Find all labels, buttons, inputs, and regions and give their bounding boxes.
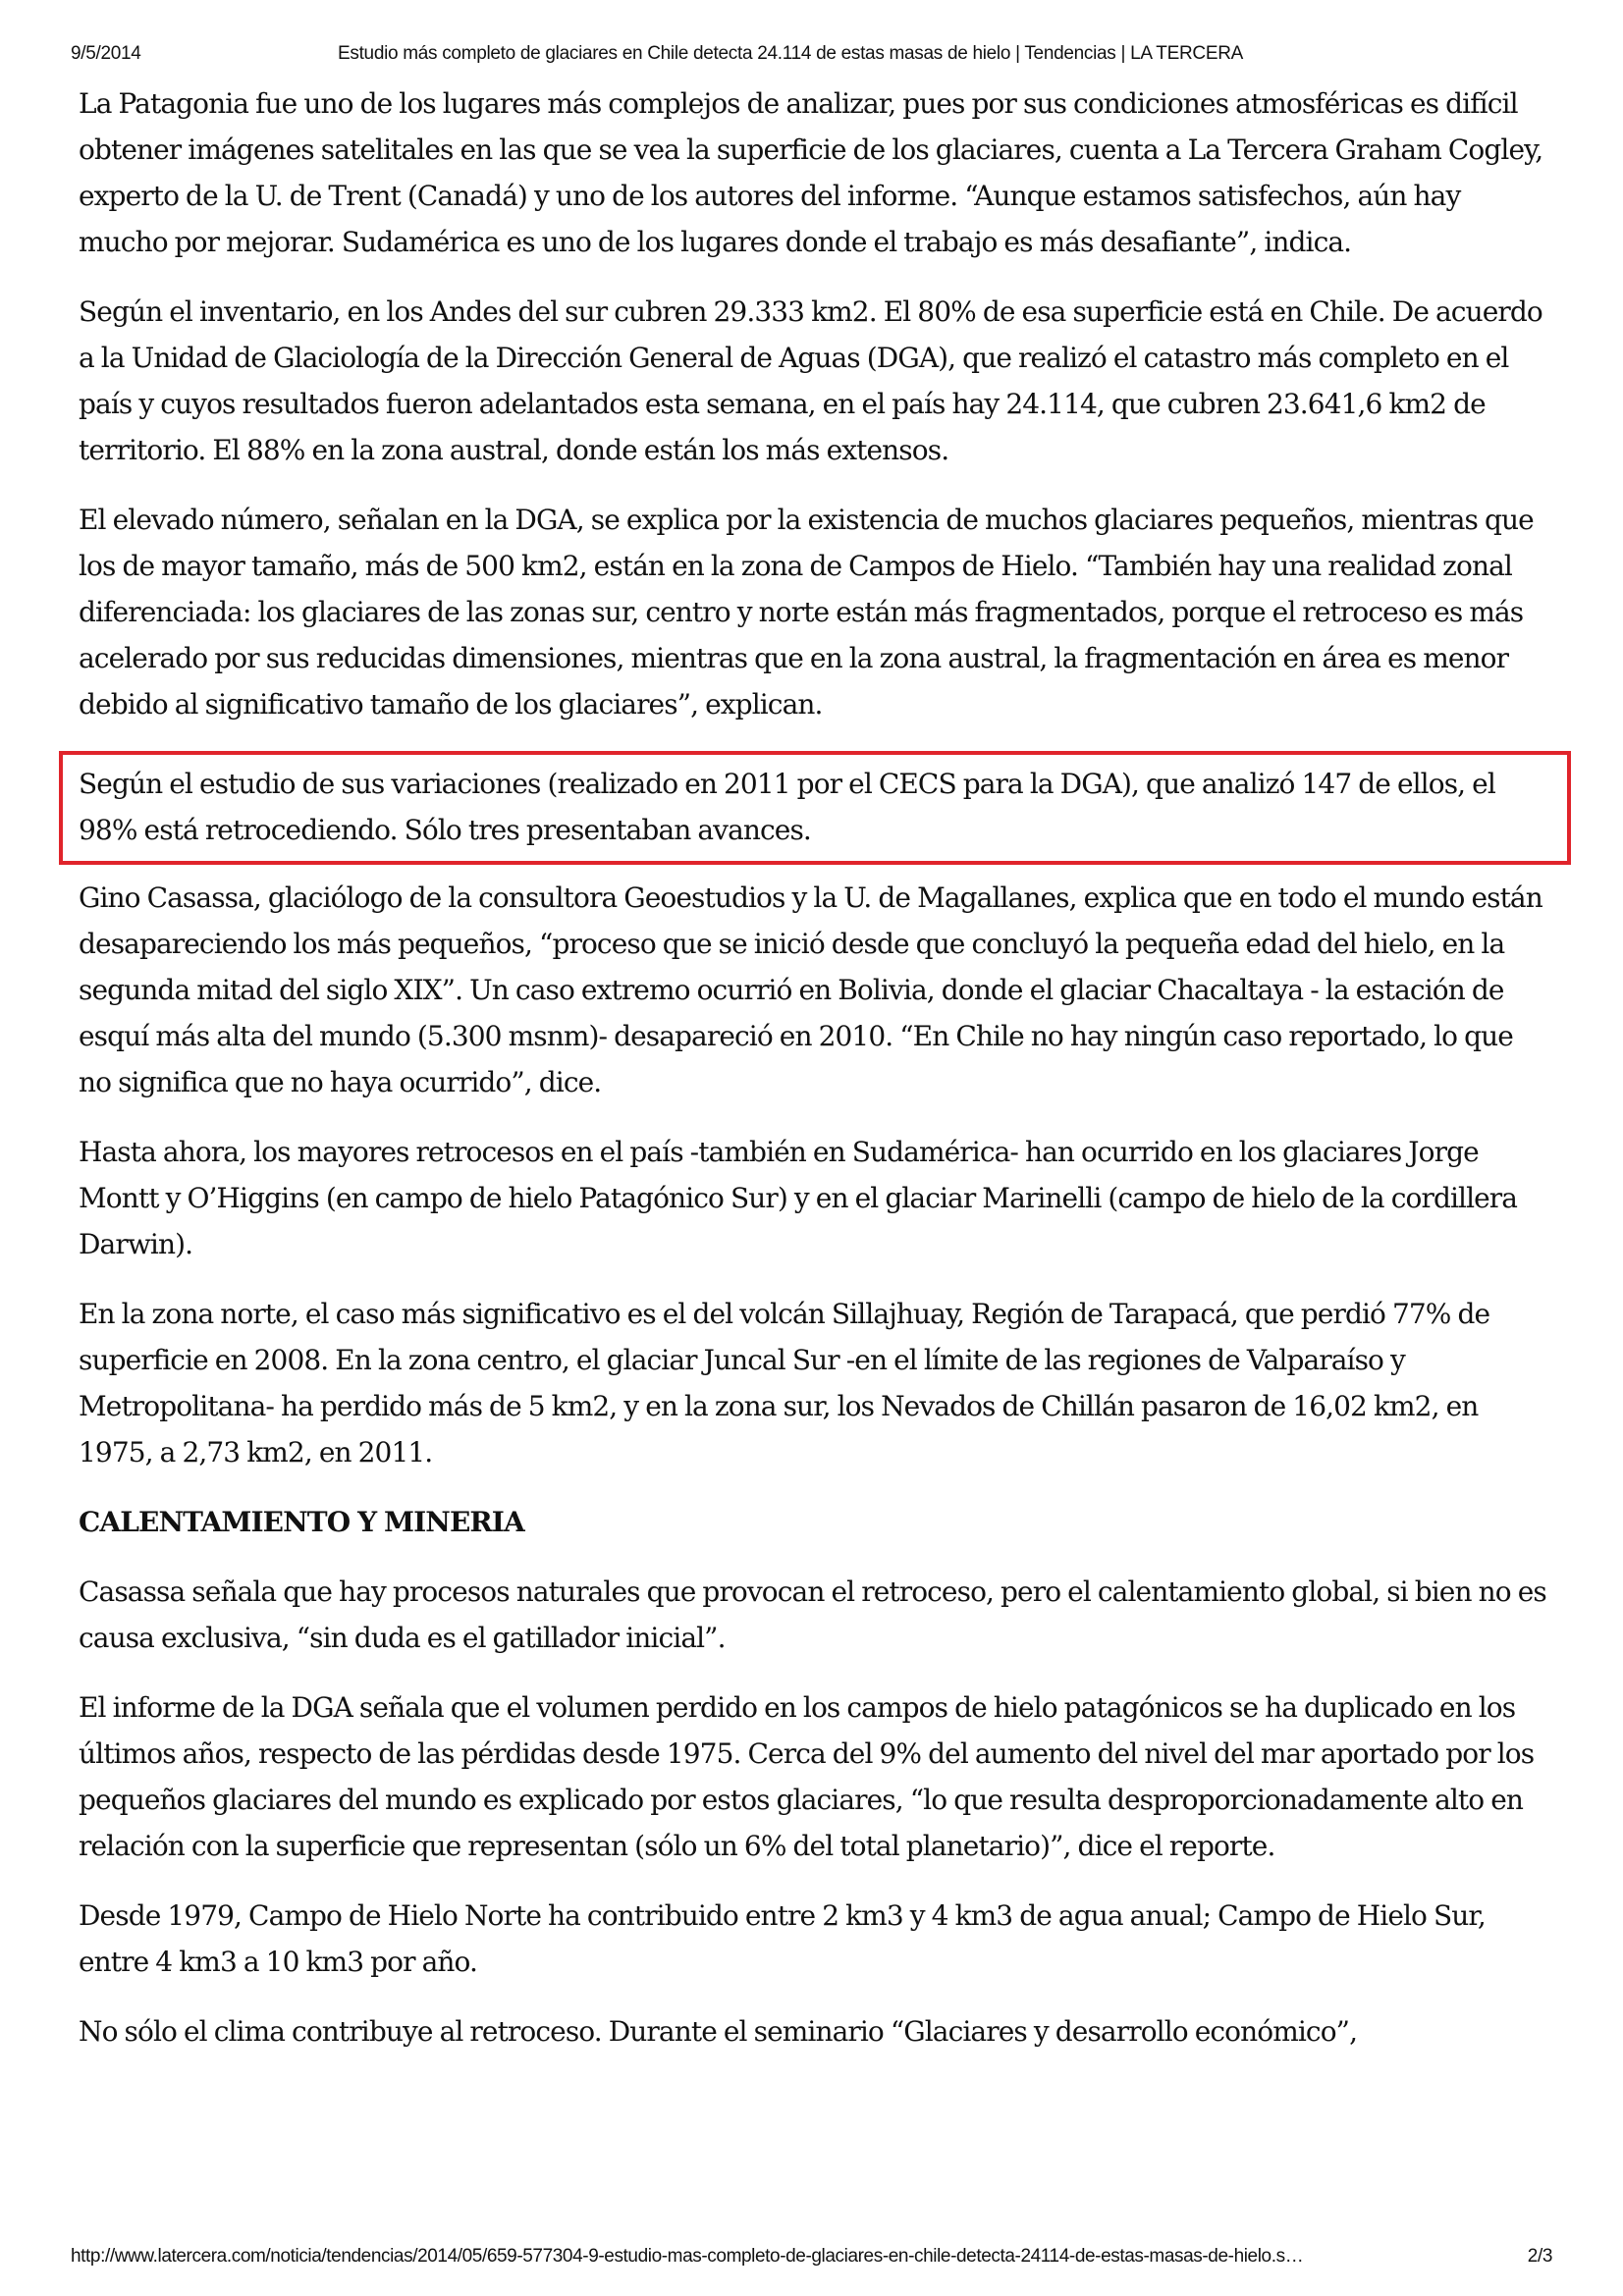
article-paragraph: Desde 1979, Campo de Hielo Norte ha contribuido entre 2 km3 y 4 km3 de agua anual; Campo de Hielo Sur, entre 4 km3 a 10 km3 por año. (79, 1899, 1486, 1978)
article-body (79, 80, 1551, 2078)
article-paragraph: Casassa señala que hay procesos naturales que provocan el retroceso, pero el calentamiento global, si bien no es causa exclusiva, “sin duda es el gatillador inicial”. (79, 1575, 1546, 1654)
print-page-title: Estudio más completo de glaciares en Chile detecta 24.114 de estas masas de hielo | Tendencias | LA TERCERA (338, 43, 1243, 64)
highlighted-paragraph: Según el estudio de sus variaciones (realizado en 2011 por el CECS para la DGA), que analizó 147 de ellos, el 98% está retrocediendo. Sólo tres presentaban avances. (79, 768, 1495, 846)
article-paragraph: No sólo el clima contribuye al retroceso. Durante el seminario “Glaciares y desarrollo económico”, (79, 2015, 1358, 2048)
highlighted-passage-box (59, 751, 1571, 865)
article-paragraph: En la zona norte, el caso más significativo es el del volcán Sillajhuay, Región de Tarapacá, que perdió 77% de superficie en 2008. En la zona centro, el glaciar Juncal Sur -en el límite de las regiones de Valparaíso y Metropolitana- ha perdido más de 5 km2, y en la zona sur, los Nevados de Chillán pasaron de 16,02 km2, en 1975, a 2,73 km2, en 2011. (79, 1298, 1490, 1468)
print-footer (71, 2246, 1552, 2275)
page-number: 2/3 (1527, 2246, 1552, 2267)
section-subheading: CALENTAMIENTO Y MINERIA (79, 1506, 524, 1538)
print-url: http://www.latercera.com/noticia/tendencias/2014/05/659-577304-9-estudio-mas-completo-de-glaciares-en-chile-detecta-24114-de-estas-masas-de-hielo.s… (71, 2246, 1304, 2267)
article-paragraph: El elevado número, señalan en la DGA, se explica por la existencia de muchos glaciares pequeños, mientras que los de mayor tamaño, más de 500 km2, están en la zona de Campos de Hielo. “También hay una realidad zonal diferenciada: los glaciares de las zonas sur, centro y norte están más fragmentados, porque el retroceso es más acelerado por sus reducidas dimensiones, mientras que en la zona austral, la fragmentación en área es menor debido al significativo tamaño de los glaciares”, explican. (79, 504, 1534, 721)
article-paragraph: La Patagonia fue uno de los lugares más complejos de analizar, pues por sus condiciones atmosféricas es difícil obtener imágenes satelitales en las que se vea la superficie de los glaciares, cuenta a La Tercera Graham Cogley, experto de la U. de Trent (Canadá) y uno de los autores del informe. “Aunque estamos satisfechos, aún hay mucho por mejorar. Sudamérica es uno de los lugares donde el trabajo es más desafiante”, indica. (79, 87, 1543, 258)
article-paragraph: Según el inventario, en los Andes del sur cubren 29.333 km2. El 80% de esa superficie está en Chile. De acuerdo a la Unidad de Glaciología de la Dirección General de Aguas (DGA), que realizó el catastro más completo en el país y cuyos resultados fueron adelantados esta semana, en el país hay 24.114, que cubren 23.641,6 km2 de territorio. El 88% en la zona austral, donde están los más extensos. (79, 295, 1542, 466)
article-paragraph: Hasta ahora, los mayores retrocesos en el país -también en Sudamérica- han ocurrido en los glaciares Jorge Montt y O’Higgins (en campo de hielo Patagónico Sur) y en el glaciar Marinelli (campo de hielo de la cordillera Darwin). (79, 1136, 1518, 1260)
article-paragraph: El informe de la DGA señala que el volumen perdido en los campos de hielo patagónicos se ha duplicado en los últimos años, respecto de las pérdidas desde 1975. Cerca del 9% del aumento del nivel del mar aportado por los pequeños glaciares del mundo es explicado por estos glaciares, “lo que resulta desproporcionadamente alto en relación con la superficie que representan (sólo un 6% del total planetario)”, dice el reporte. (79, 1691, 1535, 1862)
article-paragraph: Gino Casassa, glaciólogo de la consultora Geoestudios y la U. de Magallanes, explica que en todo el mundo están desapareciendo los más pequeños, “proceso que se inició desde que concluyó la pequeña edad del hielo, en la segunda mitad del siglo XIX”. Un caso extremo ocurrió en Bolivia, donde el glaciar Chacaltaya - la estación de esquí más alta del mundo (5.300 msnm)- desapareció en 2010. “En Chile no hay ningún caso reportado, lo que no significa que no haya ocurrido”, dice. (79, 881, 1542, 1098)
print-header (71, 43, 1552, 73)
print-date: 9/5/2014 (71, 43, 141, 64)
